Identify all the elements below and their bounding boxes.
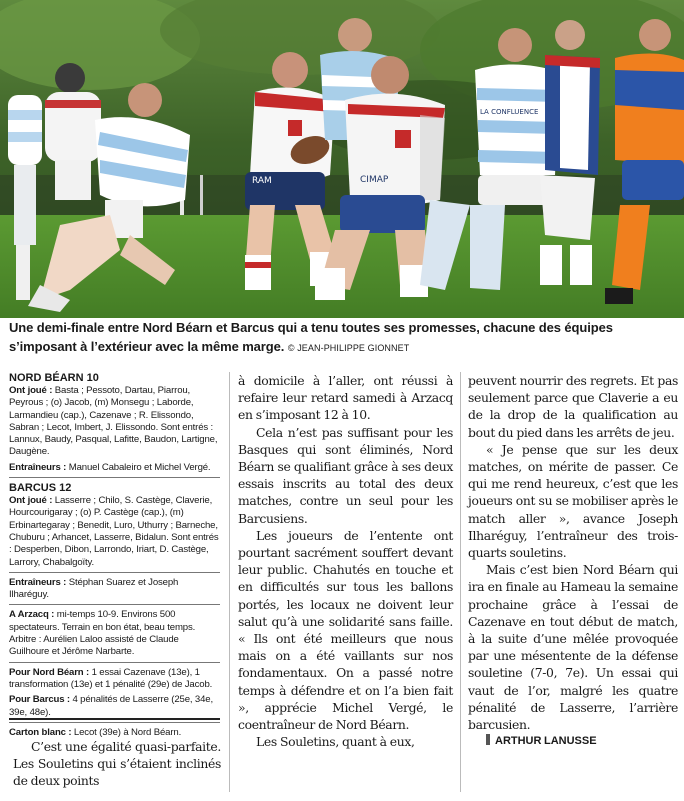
stats-divider <box>9 662 220 663</box>
photo-illustration <box>0 0 684 318</box>
caption-text: Une demi-finale entre Nord Béarn et Barcus qui a tenu toutes ses promesses, chacune des équipes s’imposant à l’extérieur avec la même marge. <box>9 320 613 354</box>
team1-score-heading: NORD BÉARN 10 <box>9 372 99 384</box>
team1-coaches-text: Manuel Cabaleiro et Michel Vergé. <box>68 461 211 473</box>
svg-text:LA CONFLUENCE: LA CONFLUENCE <box>480 108 539 116</box>
team2-coaches-label: Entraîneurs : <box>9 576 67 588</box>
photo-caption <box>9 318 677 356</box>
stats-divider <box>9 477 220 478</box>
team2-coaches-text: Stéphan Suarez et Joseph Ilharéguy. <box>9 576 179 601</box>
article-column-3 <box>468 372 678 750</box>
article-paragraph: peuvent nourrir des regrets. Et pas seulement parce que Claverie a eu de la drop de la qualification au bout du pied dans les arrêts de jeu. <box>468 373 678 440</box>
team2-played-text: Lasserre ; Chilo, S. Castège, Claverie, Hourcourigaray ; (o) P. Castège (cap.), (m) Erbinartegaray ; Benedit, Luro, Uthurry ; Barneche, Chuburu ; Arhancet, Lasserre, Bidalun. Sont entrés : Desperben, Dibon, Larrondo, Iriart, D. Castège, Larrory, Chabalgoïty. <box>9 495 219 568</box>
rugby-match-photo <box>0 0 684 318</box>
article-paragraph: C’est une égalité quasi-parfaite. Les Souletins qui s’étaient inclinés de deux points <box>13 739 221 789</box>
stats-divider <box>9 572 220 573</box>
team1-coaches <box>9 462 220 474</box>
scoring2-text: 4 pénalités de Lasserre (25e, 34e, 39e, 48e). <box>9 694 213 718</box>
team2-lineup <box>9 495 220 569</box>
stats-divider <box>9 604 220 605</box>
article-paragraph: « Je pense que sur les deux matches, on mérite de passer. Ce qui me rend heureux, c’est que les joueurs ont su se mobiliser après le match aller », avance Joseph Ilharéguy, l’entraîneur des trois-quarts souletins. <box>468 441 678 561</box>
byline-bar <box>486 734 490 745</box>
team2-played-label: Ont joué : <box>9 495 53 507</box>
svg-text:RAM: RAM <box>252 176 272 186</box>
card-text: Lecot (39e) à Nord Béarn. <box>73 726 182 738</box>
article-paragraph: Les joueurs de l’entente ont pourtant sacrément souffert devant leur public. Chahutés en touche et en difficultés sur tous les ballons portés, les locaux ne doivent leur salut qu’à une solidarité sans faille. « Ils ont été meilleurs que nous mais on a été vaillants sur nos fondamentaux. On a passé notre temps à défendre et on l’a bien fait », apprécie Michel Vergé, le coentraîneur de Nord Béarn. <box>238 527 453 733</box>
column-rule <box>229 372 230 792</box>
svg-text:CIMAP: CIMAP <box>360 175 389 185</box>
scoring1-text: 1 essai Cazenave (13e), 1 transformation (13e) et 1 pénalité (29e) de Jacob. <box>9 666 213 690</box>
scoring1-label: Pour Nord Béarn : <box>9 666 90 678</box>
team1-played-text: Basta ; Pessoto, Dartau, Piarrou, Peyrous ; (o) Jacob, (m) Monsegu ; Laborde, Larmandieu (cap.), Cazenave ; R. Elissondo, Sabran ; Lecot, Imbert, J. Elissondo. Sont entrés : Lannux, Baudy, Pasqual, Lafitte, Baudon, Lartigne, Daugène. <box>9 385 218 458</box>
photo-credit: © JEAN-PHILIPPE GIONNET <box>287 343 410 353</box>
venue-text: mi-temps 10-9. Environs 500 spectateurs. Terrain en bon état, beau temps. Arbitre : Aurélien Laloo assisté de Claude Guilhoure et Jérôme Narbarte. <box>9 609 196 658</box>
scoring-team1 <box>9 667 220 692</box>
article-paragraph: Cela n’est pas suffisant pour les Basques qui sont éliminés, Nord Béarn se qualifiant grâce à ses deux essais inscrits au total des deux matches, contre un seul pour les Barcusiens. <box>238 424 453 526</box>
team1-lineup <box>9 385 220 459</box>
scoring2-label: Pour Barcus : <box>9 694 70 706</box>
team1-played-label: Ont joué : <box>9 385 53 396</box>
venue-info <box>9 609 220 658</box>
article-paragraph: Mais c’est bien Nord Béarn qui ira en finale au Hameau la semaine prochaine grâce à l’essai de Cazenave en tout début de match, à la suite d’une mêlée provoquée par une mésentente de la défense souletine (7-0, 7e). Un essai qui vaut de l’or, malgré les quatre pénalité de Lasserre, l’arrière barcusien. <box>468 562 678 733</box>
match-sheet <box>9 372 220 742</box>
scoring-team2 <box>9 694 220 719</box>
team2-coaches <box>9 577 220 602</box>
article-column-2 <box>238 372 453 750</box>
byline <box>468 733 678 750</box>
stats-bottom-rule <box>9 718 220 720</box>
article-paragraph: à domicile à l’aller, ont réussi à refaire leur retard samedi à Arzacq en s’imposant 12 à 10. <box>238 373 453 423</box>
byline-author: ARTHUR LANUSSE <box>495 735 597 748</box>
card-label: Carton blanc : <box>9 726 72 738</box>
stats-divider <box>9 722 220 723</box>
team2-score-heading: BARCUS 12 <box>9 482 72 495</box>
article-paragraph: Les Souletins, quant à eux, <box>256 734 415 750</box>
column-rule <box>460 372 461 792</box>
venue-label: A Arzacq : <box>9 609 55 621</box>
team1-coaches-label: Entraîneurs : <box>9 461 67 473</box>
article-column-1 <box>13 738 221 790</box>
